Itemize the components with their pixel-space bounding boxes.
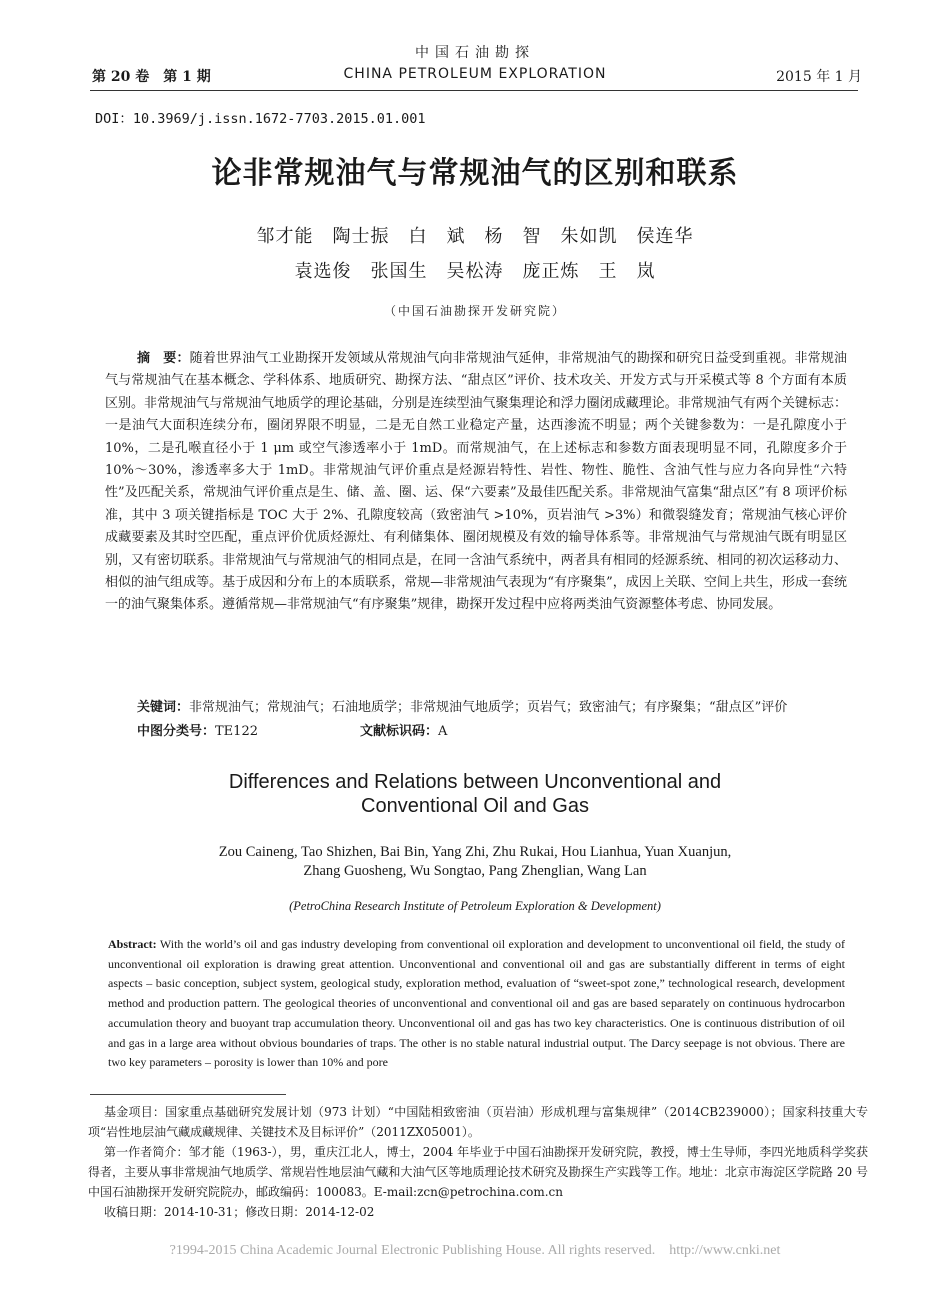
affiliation-en: (PetroChina Research Institute of Petroleum Exploration & Development)	[289, 899, 661, 913]
header-rule	[90, 90, 858, 91]
document-code	[360, 720, 447, 739]
journal-name-en: CHINA PETROLEUM EXPLORATION	[343, 66, 607, 82]
doi: DOI：10.3969/j.issn.1672-7703.2015.01.001	[95, 111, 426, 127]
footnote-rule	[90, 1094, 286, 1095]
classification-number	[137, 720, 258, 739]
document-code-label: 文献标识码：	[360, 724, 439, 739]
footnote-funding: 基金项目：国家重点基础研究发展计划（973 计划）“中国陆相致密油（页岩油）形成机理与富集规律”（2014CB239000）；国家科技重大专项“岩性地层油气藏成藏规律、关键技术及目标评价”（2011ZX05001）。	[88, 1105, 868, 1139]
affiliation-cn: （中国石油勘探开发研究院）	[383, 304, 566, 318]
copyright-notice: ?1994-2015 China Academic Journal Electronic Publishing House. All rights reserved. http://www.cnki.net	[169, 1243, 781, 1258]
journal-name-cn: 中国石油勘探	[415, 45, 535, 61]
authors-cn-line2: 袁选俊 张国生 吴松涛 庞正炼 王 岚	[294, 261, 656, 282]
abstract-en-text: With the world’s oil and gas industry developing from conventional oil exploration and development to unconventional oil field, the study of unconventional oil exploration is drawing great attention. Unconventional and conventional oil and gas are substantially different in terms of eight aspects – basic conception, subject system, geological study, exploration method, evaluation of “sweet-spot zone,” technological research, development method and production pattern. The geological theories of unconventional and conventional oil and gas are based separately on continuous hydrocarbon accumulation theory and buoyant trap accumulation theory. Unconventional oil and gas has two key characteristics. One is continuous distribution of oil and gas in a large area without obvious boundaries of traps. The other is no stable natural industrial output. The Darcy seepage is not obvious. There are two key parameters – porosity is lower than 10% and pore	[108, 937, 845, 1070]
keywords-cn-label: 关键词：	[137, 700, 190, 715]
publication-date: 2015 年 1 月	[776, 69, 862, 85]
title-en-line1: Differences and Relations between Unconventional and	[228, 771, 722, 793]
classification-label: 中图分类号：	[137, 724, 216, 739]
title-en-line2: Conventional Oil and Gas	[361, 795, 589, 817]
keywords-cn-text: 非常规油气；常规油气；石油地质学；非常规油气地质学；页岩气；致密油气；有序聚集；“甜点区”评价	[189, 700, 788, 715]
authors-en	[0, 843, 950, 881]
page-title: 论非常规油气与常规油气的区别和联系	[211, 156, 739, 191]
abstract-cn	[105, 348, 847, 617]
footnote-dates: 收稿日期：2014-10-31；修改日期：2014-12-02	[104, 1205, 375, 1219]
footnotes	[88, 1102, 868, 1222]
document-code-value: A	[438, 724, 448, 739]
volume-issue: 第 20 卷 第 1 期	[92, 69, 211, 85]
footnote-author: 第一作者简介：邹才能（1963-），男，重庆江北人，博士，2004 年毕业于中国石油勘探开发研究院，教授，博士生导师，李四光地质科学奖获得者，主要从事非常规油气地质学、常规岩性地层油气藏和大油气区等地质理论技术研究及勘探生产实践等工作。地址：北京市海淀区学院路 20 号中国石油勘探开发研究院院办，邮政编码：100083。E-mail:zcn@petrochina.com.cn	[88, 1145, 868, 1199]
keywords-cn	[137, 697, 849, 719]
title-en	[0, 770, 950, 818]
authors-en-line1: Zou Caineng, Tao Shizhen, Bai Bin, Yang Zhi, Zhu Rukai, Hou Lianhua, Yuan Xuanjun,	[218, 844, 732, 860]
authors-cn-line1: 邹才能 陶士振 白 斌 杨 智 朱如凯 侯连华	[256, 226, 694, 247]
abstract-cn-label: 摘 要：	[137, 351, 190, 366]
abstract-en	[108, 935, 845, 1073]
classification-value: TE122	[215, 724, 258, 739]
authors-en-line2: Zhang Guosheng, Wu Songtao, Pang Zhenglian, Wang Lan	[303, 863, 647, 879]
abstract-en-label: Abstract:	[108, 937, 157, 951]
abstract-cn-text: 随着世界油气工业勘探开发领域从常规油气向非常规油气延伸，非常规油气的勘探和研究日益受到重视。非常规油气与常规油气在基本概念、学科体系、地质研究、勘探方法、“甜点区”评价、技术攻关、开发方式与开采模式等 8 个方面有本质区别。非常规油气与常规油气地质学的理论基础，分别是连续型油气聚集理论和浮力圈闭成藏理论。非常规油气有两个关键标志：一是油气大面积连续分布，圈闭界限不明显，二是无自然工业稳定产量，达西渗流不明显；两个关键参数为：一是孔隙度小于 10%，二是孔喉直径小于 1 μm 或空气渗透率小于 1mD。而常规油气，在上述标志和参数方面表现明显不同，孔隙度多介于 10%～30%，渗透率多大于 1mD。非常规油气评价重点是烃源岩特性、岩性、物性、脆性、含油气性与应力各向异性“六特性”及匹配关系，常规油气评价重点是生、储、盖、圈、运、保“六要素”及最佳匹配关系。非常规油气富集“甜点区”有 8 项评价标准，其中 3 项关键指标是 TOC 大于 2%、孔隙度较高（致密油气 >10%，页岩油气 >3%）和微裂缝发育；常规油气核心评价成藏要素及其时空匹配，重点评价优质烃源灶、有利储集体、圈闭规模及有效的输导体系等。非常规油气与常规油气既有明显区别，又有密切联系。非常规油气与常规油气的相同点是，在同一含油气系统中，两者具有相同的烃源系统、相同的初次运移动力、相似的油气组成等。基于成因和分布上的本质联系，常规—非常规油气表现为“有序聚集”，成因上关联、空间上共生，形成一套统一的油气聚集体系。遵循常规—非常规油气“有序聚集”规律，勘探开发过程中应将两类油气资源整体考虑、协同发展。	[105, 351, 847, 613]
